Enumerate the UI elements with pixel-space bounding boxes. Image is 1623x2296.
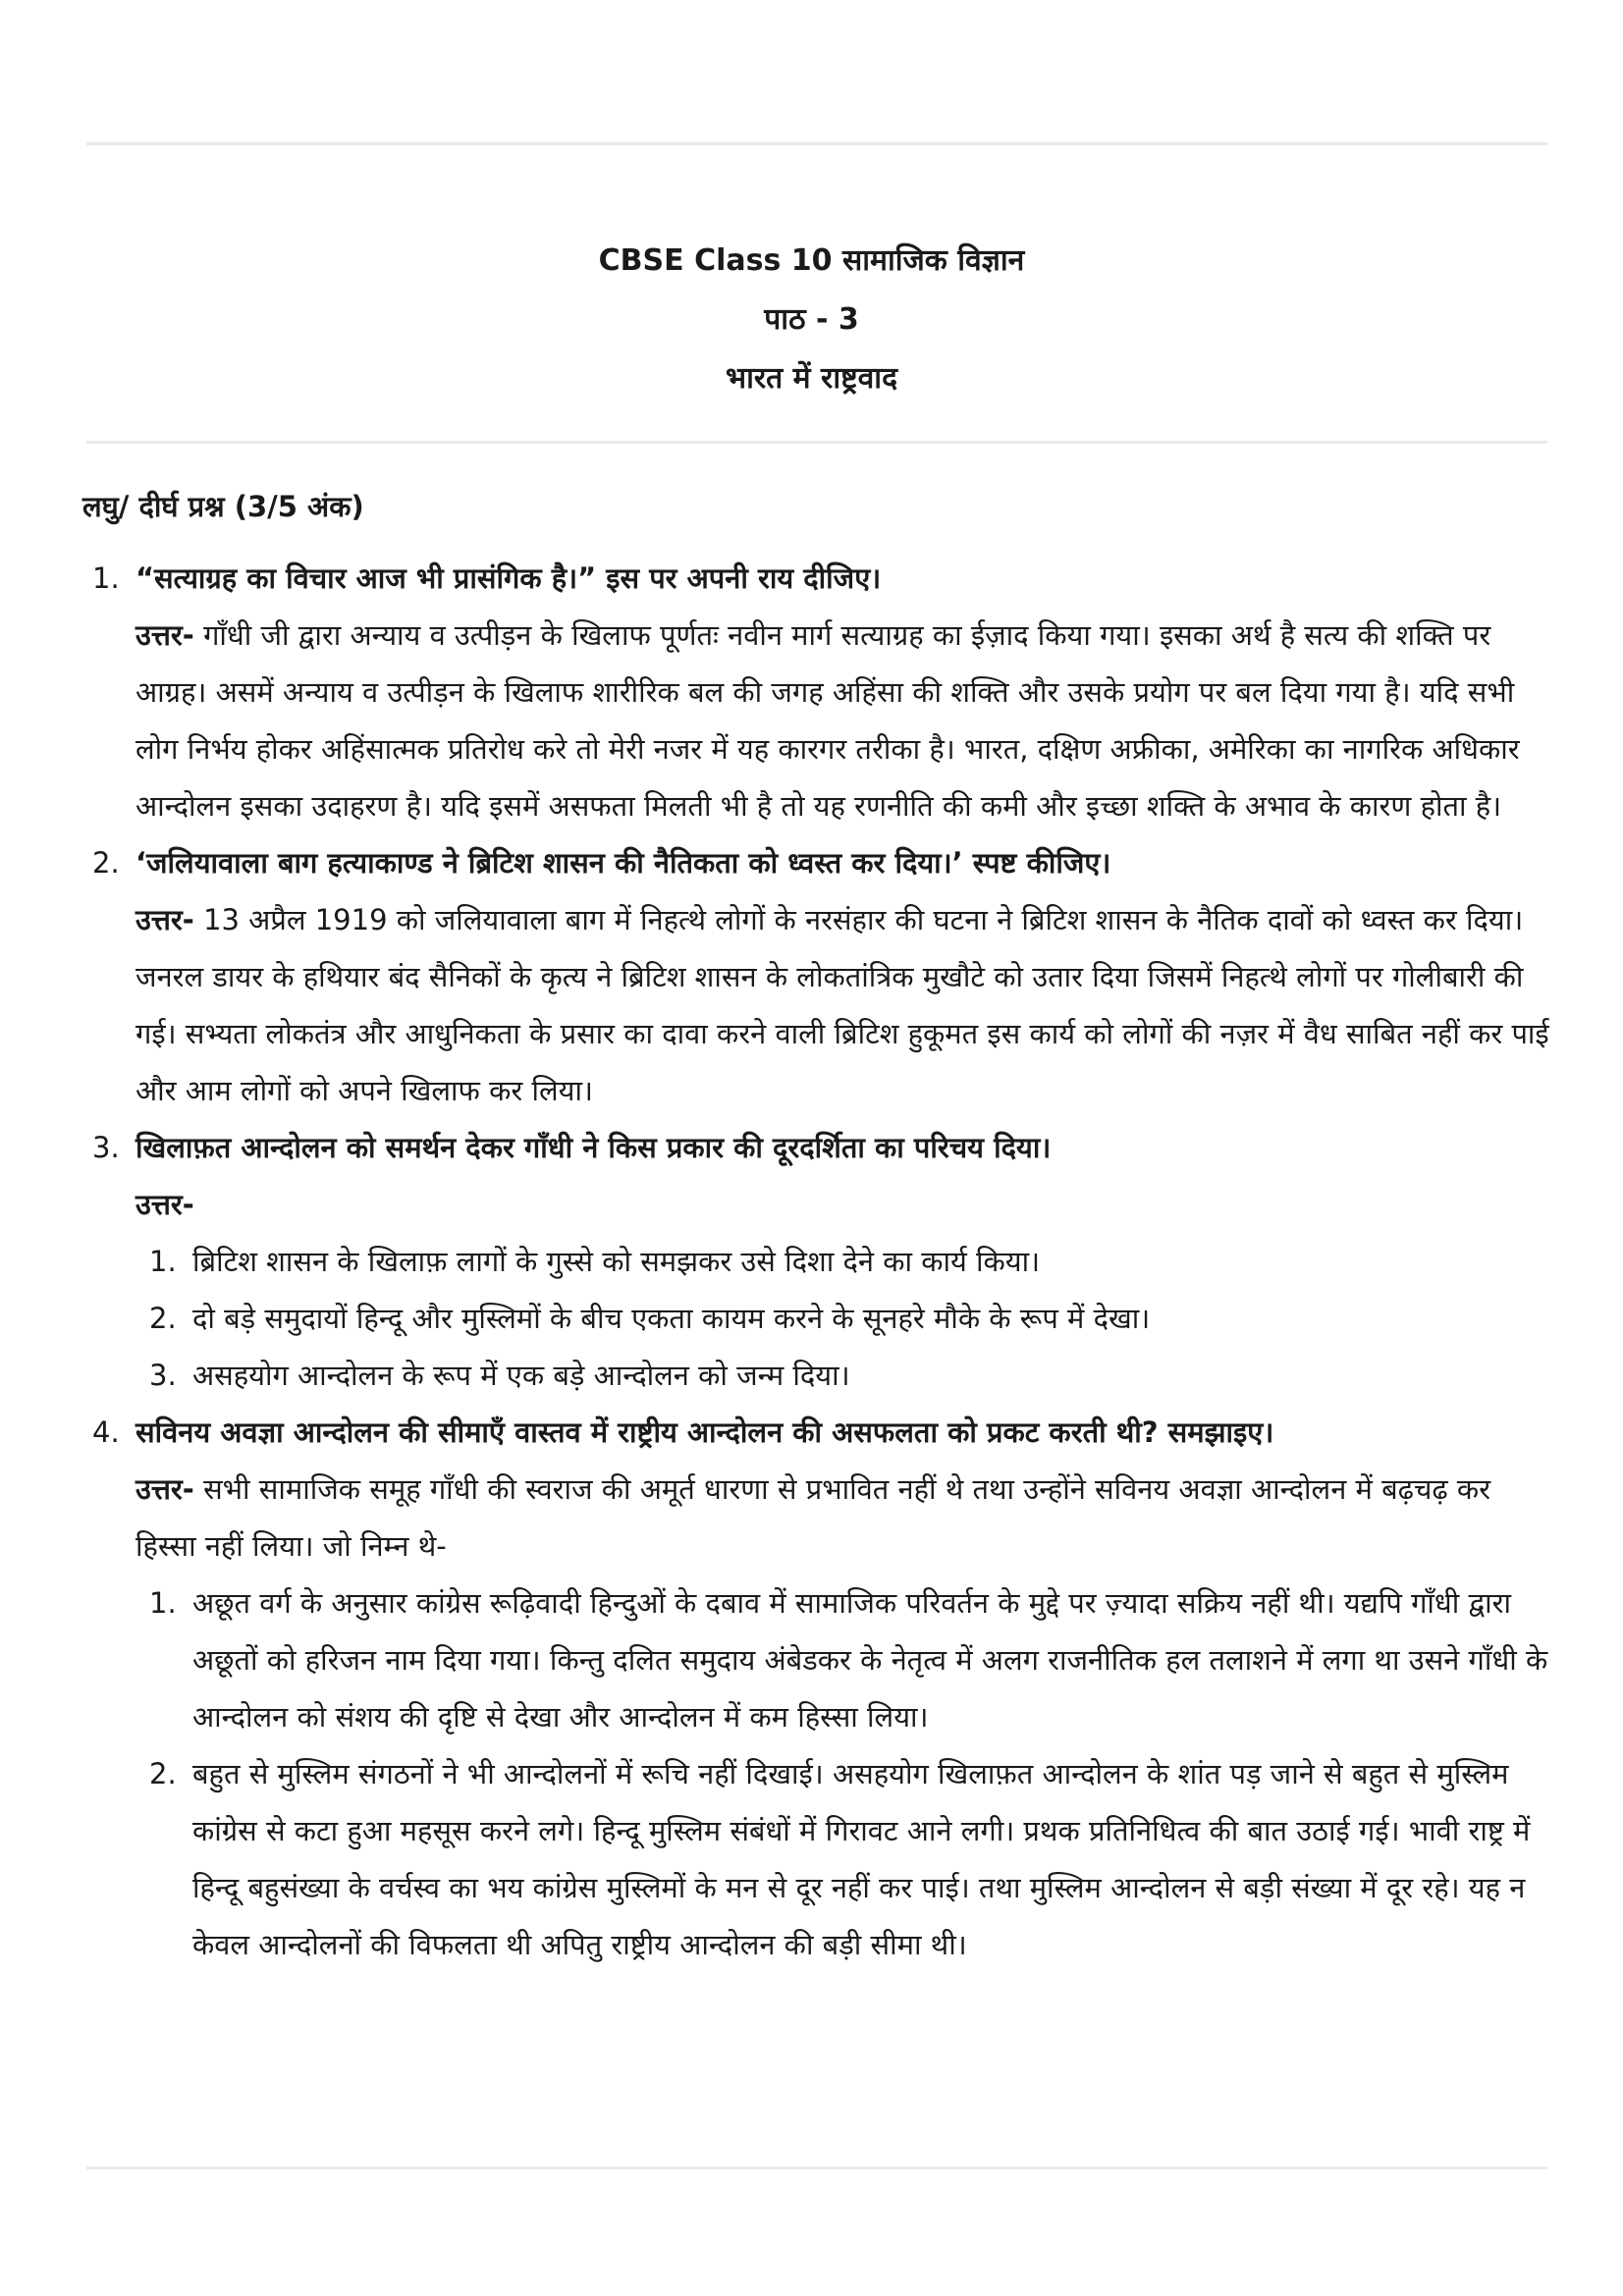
question-item: [82, 1404, 1549, 1973]
question-number: 4.: [92, 1415, 120, 1449]
header-divider: [86, 441, 1547, 444]
point-text: बहुत से मुस्लिम संगठनों ने भी आन्दोलनों में रूचि नहीं दिखाई। असहयोग खिलाफ़त आन्दोलन के शांत पड़ जाने से बहुत से मुस्लिम कांग्रेस से कटा हुआ महसूस करने लगे। हिन्दू मुस्लिम संबंधों में गिरावट आने लगी। प्रथक प्रतिनिधित्व की बात उठाई गई। भावी राष्ट्र में हिन्दू बहुसंख्या के वर्चस्व का भय कांग्रेस मुस्लिमों के मन से दूर नहीं कर पाई। तथा मुस्लिम आन्दोलन से बड़ी संख्या में दूर रहे। यह न केवल आन्दोलनों की विफलता थी अपितु राष्ट्रीय आन्दोलन की बड़ी सीमा थी।: [192, 1757, 1531, 1961]
answer-label: उत्तर-: [135, 1188, 194, 1221]
question-number: 2.: [92, 846, 120, 880]
point-number: 2.: [149, 1302, 177, 1335]
document-title: CBSE Class 10 सामाजिक विज्ञान: [598, 243, 1025, 278]
point-text: दो बड़े समुदायों हिन्दू और मुस्लिमों के बीच एकता कायम करने के सूनहरे मौके के रूप में देखा।: [192, 1302, 1151, 1335]
answer-body: सभी सामाजिक समूह गाँधी की स्वराज की अमूर्त धारणा से प्रभावित नहीं थे तथा उन्होंने सविनय अवज्ञा आन्दोलन में बढ़चढ़ कर हिस्सा नहीं लिया। जो निम्न थे-: [135, 1472, 1491, 1563]
question-text: खिलाफ़त आन्दोलन को समर्थन देकर गाँधी ने किस प्रकार की दूरदर्शिता का परिचय दिया।: [135, 1131, 1052, 1164]
point-number: 2.: [149, 1757, 177, 1790]
answer-label: उत्तर-: [135, 903, 194, 936]
point-text: ब्रिटिश शासन के खिलाफ़ लागों के गुस्से को समझकर उसे दिशा देने का कार्य किया।: [192, 1245, 1041, 1278]
answer-text: [135, 891, 1549, 1119]
question-item: [82, 550, 1549, 834]
answer-label: उत्तर-: [135, 1472, 194, 1506]
section-heading: लघु/ दीर्घ प्रश्न (3/5 अंक): [82, 490, 364, 523]
question-number: 1.: [92, 561, 120, 595]
answer-text: [135, 607, 1549, 834]
question-number: 3.: [92, 1131, 120, 1164]
question-text: ‘जलियावाला बाग हत्याकाण्ड ने ब्रिटिश शासन की नैतिकता को ध्वस्त कर दिया।’ स्पष्ट कीजिए।: [135, 846, 1111, 880]
answer-point: [135, 1290, 1549, 1347]
document-header: [0, 232, 1623, 408]
answer-point: [135, 1575, 1549, 1745]
answer-point: [135, 1347, 1549, 1404]
chapter-name: भारत में राष्ट्रवाद: [726, 361, 897, 396]
question-text: “सत्याग्रह का विचार आज भी प्रासंगिक है।” इस पर अपनी राय दीजिए।: [135, 561, 882, 595]
answer-text: [135, 1176, 1549, 1233]
point-number: 3.: [149, 1359, 177, 1392]
point-number: 1.: [149, 1586, 177, 1620]
answer-body: 13 अप्रैल 1919 को जलियावाला बाग में निहत्थे लोगों के नरसंहार की घटना ने ब्रिटिश शासन के नैतिक दावों को ध्वस्त कर दिया। जनरल डायर के हथियार बंद सैनिकों के कृत्य ने ब्रिटिश शासन के लोकतांत्रिक मुखौटे को उतार दिया जिसमें निहत्थे लोगों पर गोलीबारी की गई। सभ्यता लोकतंत्र और आधुनिकता के प्रसार का दावा करने वाली ब्रिटिश हुकूमत इस कार्य को लोगों की नज़र में वैध साबित नहीं कर पाई और आम लोगों को अपने खिलाफ कर लिया।: [135, 903, 1549, 1107]
top-divider: [86, 142, 1547, 145]
answer-text: [135, 1461, 1549, 1575]
answer-point: [135, 1233, 1549, 1290]
bottom-divider: [86, 2166, 1547, 2169]
point-number: 1.: [149, 1245, 177, 1278]
answer-body: गाँधी जी द्वारा अन्याय व उत्पीड़न के खिलाफ पूर्णतः नवीन मार्ग सत्याग्रह का ईज़ाद किया गया। इसका अर्थ है सत्य की शक्ति पर आग्रह। असमें अन्याय व उत्पीड़न के खिलाफ शारीरिक बल की जगह अहिंसा की शक्ति और उसके प्रयोग पर बल दिया गया है। यदि सभी लोग निर्भय होकर अहिंसात्मक प्रतिरोध करे तो मेरी नजर में यह कारगर तरीका है। भारत, दक्षिण अफ्रीका, अमेरिका का नागरिक अधिकार आन्दोलन इसका उदाहरण है। यदि इसमें असफता मिलती भी है तो यह रणनीति की कमी और इच्छा शक्ति के अभाव के कारण होता है।: [135, 618, 1520, 823]
point-text: अछूत वर्ग के अनुसार कांग्रेस रूढ़िवादी हिन्दुओं के दबाव में सामाजिक परिवर्तन के मुद्दे पर ज़्यादा सक्रिय नहीं थी। यद्यपि गाँधी द्वारा अछूतों को हरिजन नाम दिया गया। किन्तु दलित समुदाय अंबेडकर के नेतृत्व में अलग राजनीतिक हल तलाशने में लगा था उसने गाँधी के आन्दोलन को संशय की दृष्टि से देखा और आन्दोलन में कम हिस्सा लिया।: [192, 1586, 1548, 1734]
question-text: सविनय अवज्ञा आन्दोलन की सीमाएँ वास्तव में राष्ट्रीय आन्दोलन की असफलता को प्रकट करती थी? समझाइए।: [135, 1415, 1274, 1449]
point-text: असहयोग आन्दोलन के रूप में एक बड़े आन्दोलन को जन्म दिया।: [192, 1359, 850, 1392]
document-body: [82, 477, 1549, 1973]
chapter-number: पाठ - 3: [764, 302, 859, 337]
question-item: [82, 834, 1549, 1119]
answer-label: उत्तर-: [135, 618, 194, 652]
answer-point: [135, 1745, 1549, 1973]
question-item: [82, 1119, 1549, 1404]
